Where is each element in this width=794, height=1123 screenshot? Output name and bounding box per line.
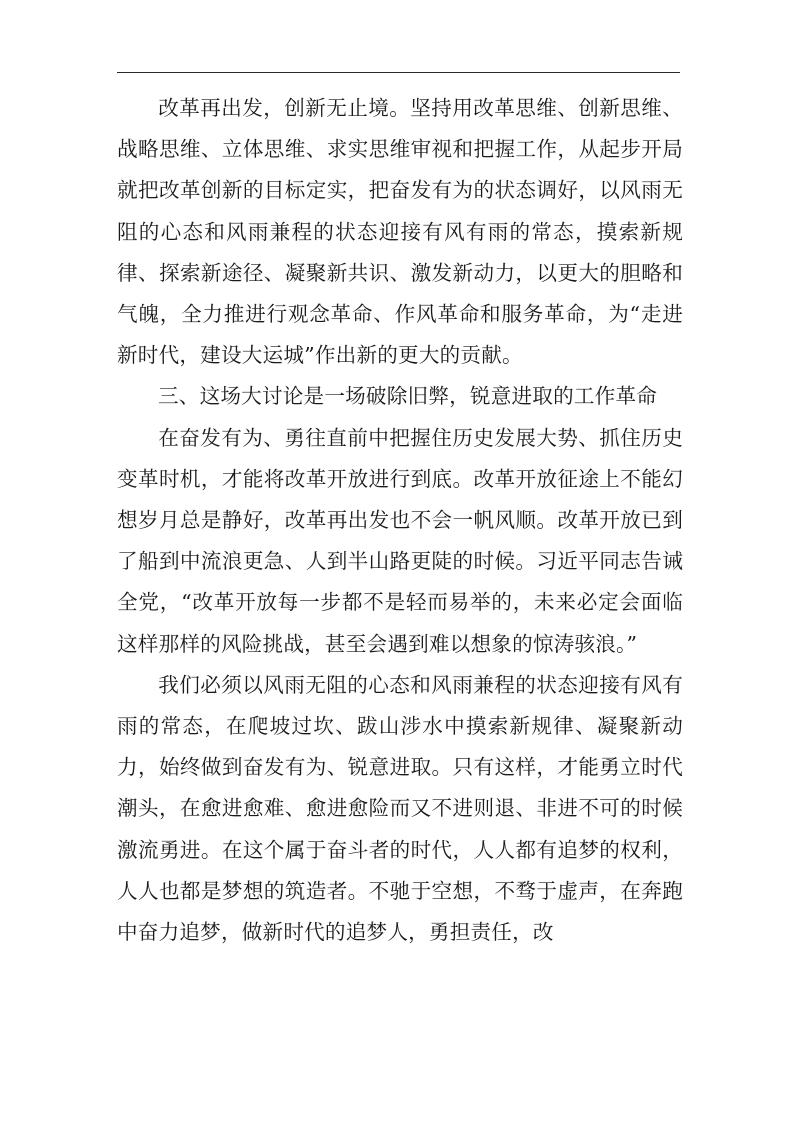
- section-heading-three: 三、这场大讨论是一场破除旧弊，锐意进取的工作革命: [158, 384, 658, 409]
- document-body: [117, 88, 683, 953]
- paragraph-striving-era: 我们必须以风雨无阻的心态和风雨兼程的状态迎接有风有雨的常态，在爬坡过坎、跋山涉水中摸索新规律、凝聚新动力，始终做到奋发有为、锐意进取。只有这样，才能勇立时代潮头，在愈进愈难、愈进愈险而又不进则退、非进不可的时候激流勇进。在这个属于奋斗者的时代，人人都有追梦的权利，人人也都是梦想的筑造者。不驰于空想，不骛于虚声，在奔跑中奋力追梦，做新时代的追梦人，勇担责任，改: [117, 672, 683, 945]
- header-rule: [117, 72, 680, 73]
- paragraph-historical-trend: 在奋发有为、勇往直前中把握住历史发展大势、抓住历史变革时机，才能将改革开放进行到底。改革开放征途上不能幻想岁月总是静好，改革再出发也不会一帆风顺。改革开放已到了船到中流浪更急、人到半山路更陡的时候。习近平同志告诫全党，“改革开放每一步都不是轻而易举的，未来必定会面临这样那样的风险挑战，甚至会遇到难以想象的惊涛骇浪。”: [117, 425, 683, 656]
- paragraph-reform-innovation: 改革再出发，创新无止境。坚持用改革思维、创新思维、战略思维、立体思维、求实思维审视和把握工作，从起步开局就把改革创新的目标定实，把奋发有为的状态调好，以风雨无阻的心态和风雨兼程的状态迎接有风有雨的常态，摸索新规律、探索新途径、凝聚新共识、激发新动力，以更大的胆略和气魄，全力推进行观念革命、作风革命和服务革命，为“走进新时代，建设大运城”作出新的更大的贡献。: [117, 96, 683, 368]
